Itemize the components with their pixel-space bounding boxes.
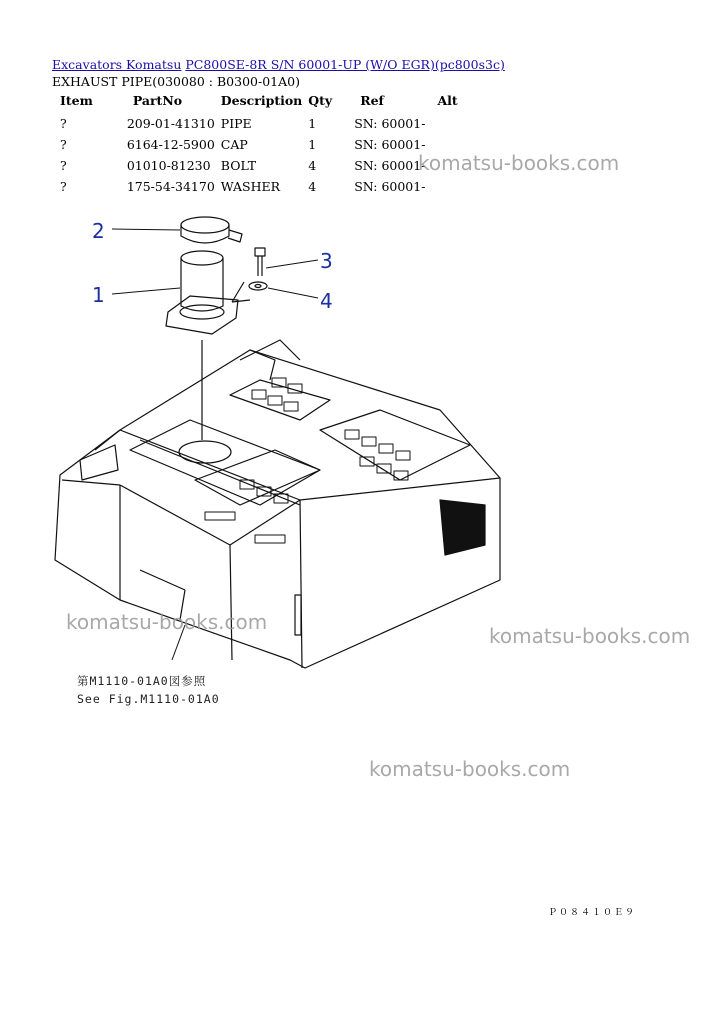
cell-partno: 175-54-34170 [126, 179, 215, 194]
col-header-qty: Qty [308, 93, 333, 108]
figure-ref-en: See Fig.M1110-01A0 [77, 692, 220, 706]
cell-item: ? [60, 137, 67, 152]
cell-partno: 6164-12-5900 [126, 137, 215, 152]
breadcrumb-link-model[interactable]: PC800SE-8R S/N 60001-UP (W/O EGR)(pc800s3c) [185, 57, 505, 72]
cell-item: ? [60, 179, 67, 194]
breadcrumb-link-excavators[interactable]: Excavators Komatsu [52, 57, 182, 72]
washer-part [249, 282, 267, 290]
bolt-part [255, 248, 265, 276]
cell-qty: 4 [308, 179, 317, 194]
col-header-item: Item [60, 93, 93, 108]
col-header-partno: PartNo [132, 93, 183, 108]
col-header-alt: Alt [437, 93, 458, 108]
page-subtitle: EXHAUST PIPE(030080 : B0300-01A0) [52, 74, 300, 89]
cell-description: CAP [220, 137, 248, 152]
cell-qty: 4 [308, 158, 317, 173]
callout-3-label: 3 [320, 249, 333, 273]
callout-leaders [112, 229, 318, 660]
cell-description: PIPE [220, 116, 252, 131]
callout-1-label: 1 [92, 283, 105, 307]
watermark: komatsu-books.com [66, 610, 268, 634]
col-header-ref: Ref [360, 93, 384, 108]
cell-item: ? [60, 158, 67, 173]
watermark: komatsu-books.com [489, 624, 691, 648]
pipe-part [166, 251, 250, 334]
cell-description: BOLT [220, 158, 257, 173]
cell-qty: 1 [308, 116, 317, 131]
callout-4-label: 4 [320, 289, 333, 313]
cell-ref: SN: 60001- [354, 116, 426, 131]
callout-2-label: 2 [92, 219, 105, 243]
watermark: komatsu-books.com [418, 151, 620, 175]
cap-part [181, 217, 242, 243]
cell-item: ? [60, 116, 67, 131]
cell-ref: SN: 60001- [354, 179, 426, 194]
drawing-code: Ｐ０８４１０Ｅ９ [548, 908, 637, 918]
cell-ref: SN: 60001- [354, 137, 426, 152]
watermark: komatsu-books.com [369, 757, 571, 781]
hood-vents [205, 378, 410, 543]
cell-partno: 01010-81230 [126, 158, 211, 173]
cell-partno: 209-01-41310 [126, 116, 215, 131]
cell-ref: SN: 60001- [354, 158, 426, 173]
cell-description: WASHER [220, 179, 281, 194]
col-header-description: Description [220, 93, 303, 108]
cell-qty: 1 [308, 137, 317, 152]
figure-ref-jp: 第M1110-01A0図参照 [77, 674, 207, 688]
